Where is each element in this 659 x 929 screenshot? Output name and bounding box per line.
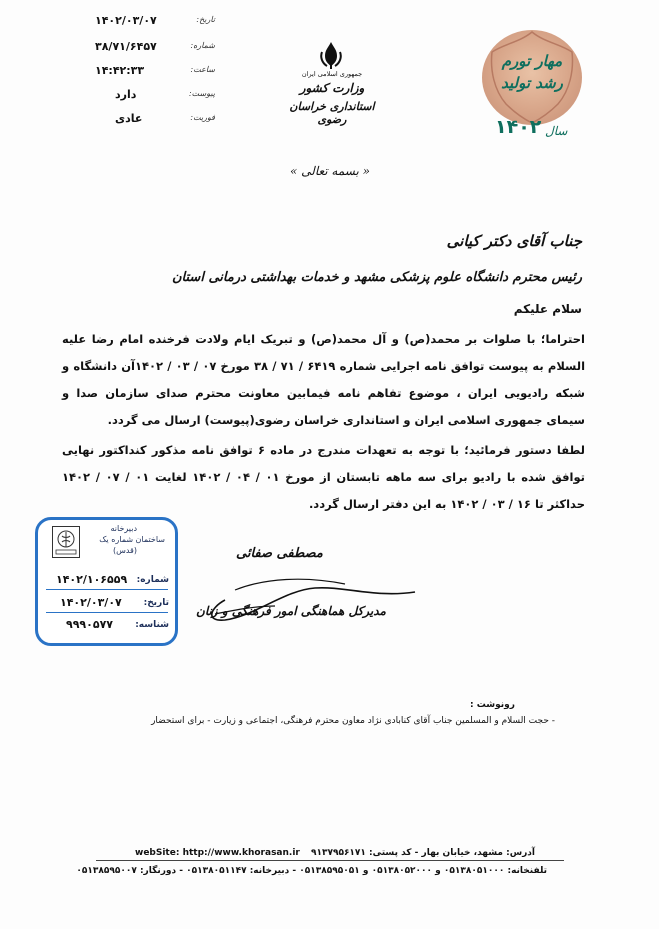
meta-number-label: شماره:: [190, 41, 215, 50]
stamp-building: ساختمان شماره یک: [99, 535, 165, 544]
footer-address: آدرس: مشهد، خیابان بهار - کد پستی: ۹۱۳۷۹۵۶۱۷۱: [310, 848, 535, 858]
year-slogan-logo: [482, 30, 582, 125]
logo-title: [482, 50, 582, 94]
meta-number-value: ۳۸/۷۱/۶۴۵۷: [95, 40, 157, 53]
stamp-divider-2: [46, 612, 168, 613]
stamp-office: دبیرخانه: [110, 524, 137, 533]
recipient-title: رئیس محترم دانشگاه علوم پزشکی مشهد و خدمات بهداشتی درمانی استان: [172, 270, 582, 285]
emblem-governorate-text: استانداری خراسان رضوی: [289, 100, 375, 126]
stamp-id-label: شناسه:: [135, 620, 169, 630]
logo-title-line1: مهار تورم: [501, 52, 563, 70]
meta-date-value: ۱۴۰۲/۰۳/۰۷: [95, 14, 157, 27]
logo-title-line2: رشد تولید: [501, 74, 563, 92]
stamp-number-value: ۱۴۰۲/۱۰۶۵۵۹: [56, 573, 128, 586]
signature-scribble: [195, 570, 435, 630]
emblem-republic-text: جمهوری اسلامی ایران: [301, 70, 363, 78]
invocation: « بسمه تعالی »: [290, 164, 370, 178]
meta-attachment-row: [95, 88, 215, 106]
university-seal-icon: [52, 526, 80, 558]
footer-line-1: [135, 848, 535, 858]
meta-priority-row: [95, 112, 215, 130]
meta-attachment-value: دارد: [115, 88, 137, 101]
paragraph-2: لطفا دستور فرمائید؛ با توجه به تعهدات مندرج در ماده ۶ توافق نامه مذکور کنداکتور نهایی توافق شده با رادیو برای سه ماهه تابستان از مورخ ۰۱ / ۰۴ / ۱۴۰۲ لغایت ۰۱ / ۰۷ / ۱۴۰۲ حداکثر تا ۱۶ / ۰۳ / ۱۴۰۲ به این دفتر ارسال گردد.: [62, 443, 585, 511]
recipient-name: جناب آقای دکتر کیانی: [446, 232, 582, 250]
signer-title: مدیرکل هماهنگی امور فرهنگی و زنان: [196, 604, 386, 618]
logo-sal: سال: [545, 124, 568, 138]
meta-priority-value: عادی: [115, 112, 143, 125]
stamp-date-label: تاریخ:: [143, 598, 169, 608]
meta-priority-label: فوریت:: [190, 113, 215, 122]
emblem-ministry-text: وزارت کشور: [299, 81, 365, 95]
cc-item: - حجت السلام و المسلمین جناب آقای کنابادی نژاد معاون محترم فرهنگی، اجتماعی و زیارت - برای استحضار: [151, 716, 555, 726]
footer-website: webSite: http://www.khorasan.ir: [135, 848, 300, 858]
greeting: سلام علیکم: [513, 302, 582, 316]
meta-time-row: [95, 64, 215, 82]
stamp-id-value: ۹۹۹۰۵۷۷: [66, 618, 113, 631]
signer-name: مصطفی صفائی: [236, 546, 323, 561]
iran-emblem-icon: [318, 40, 344, 70]
stamp-location: (قدس): [112, 546, 137, 555]
meta-attachment-label: پیوست:: [188, 89, 215, 98]
footer-rule: [96, 860, 564, 861]
meta-time-value: ۱۴:۴۲:۳۳: [95, 64, 145, 77]
stamp-divider-1: [46, 589, 168, 590]
meta-date-row: [95, 14, 215, 32]
paragraph-1: احتراما؛ با صلوات بر محمد(ص) و آل محمد(ص) و تبریک ایام ولادت فرخنده امام رضا علیه السلام به پیوست توافق نامه اجرایی شماره ۶۴۱۹ / ۷۱ / ۳۸ مورخ ۰۷ / ۰۳ / ۱۴۰۲آن دانشگاه و شبکه رادیویی ایران ، موضوع تفاهم نامه فیمابین معاونت محترم صدای سازمان صدا و سیمای جمهوری اسلامی ایران و استانداری خراسان رضوی(پیوست) ارسال می گردد.: [62, 332, 586, 427]
cc-title: رونوشت :: [470, 700, 515, 710]
receipt-stamp: [35, 517, 178, 646]
stamp-number-label: شماره:: [136, 575, 169, 585]
footer-phones: تلفنخانه: ۰۵۱۳۸۰۵۱۰۰۰ و ۰۵۱۳۸۰۵۲۰۰۰ و ۰۵۱۳۸۵۹۵۰۵۱ - دبیرخانه: ۰۵۱۳۸۰۵۱۱۴۷ - دورنگار: ۰۵۱۳۸۵۹۵۰۰۷: [76, 866, 547, 876]
meta-time-label: ساعت:: [190, 65, 215, 74]
meta-number-row: [95, 40, 215, 58]
logo-year: ۱۴۰۲: [495, 116, 542, 138]
meta-date-label: تاریخ:: [196, 15, 215, 24]
stamp-date-value: ۱۴۰۲/۰۳/۰۷: [60, 596, 122, 609]
